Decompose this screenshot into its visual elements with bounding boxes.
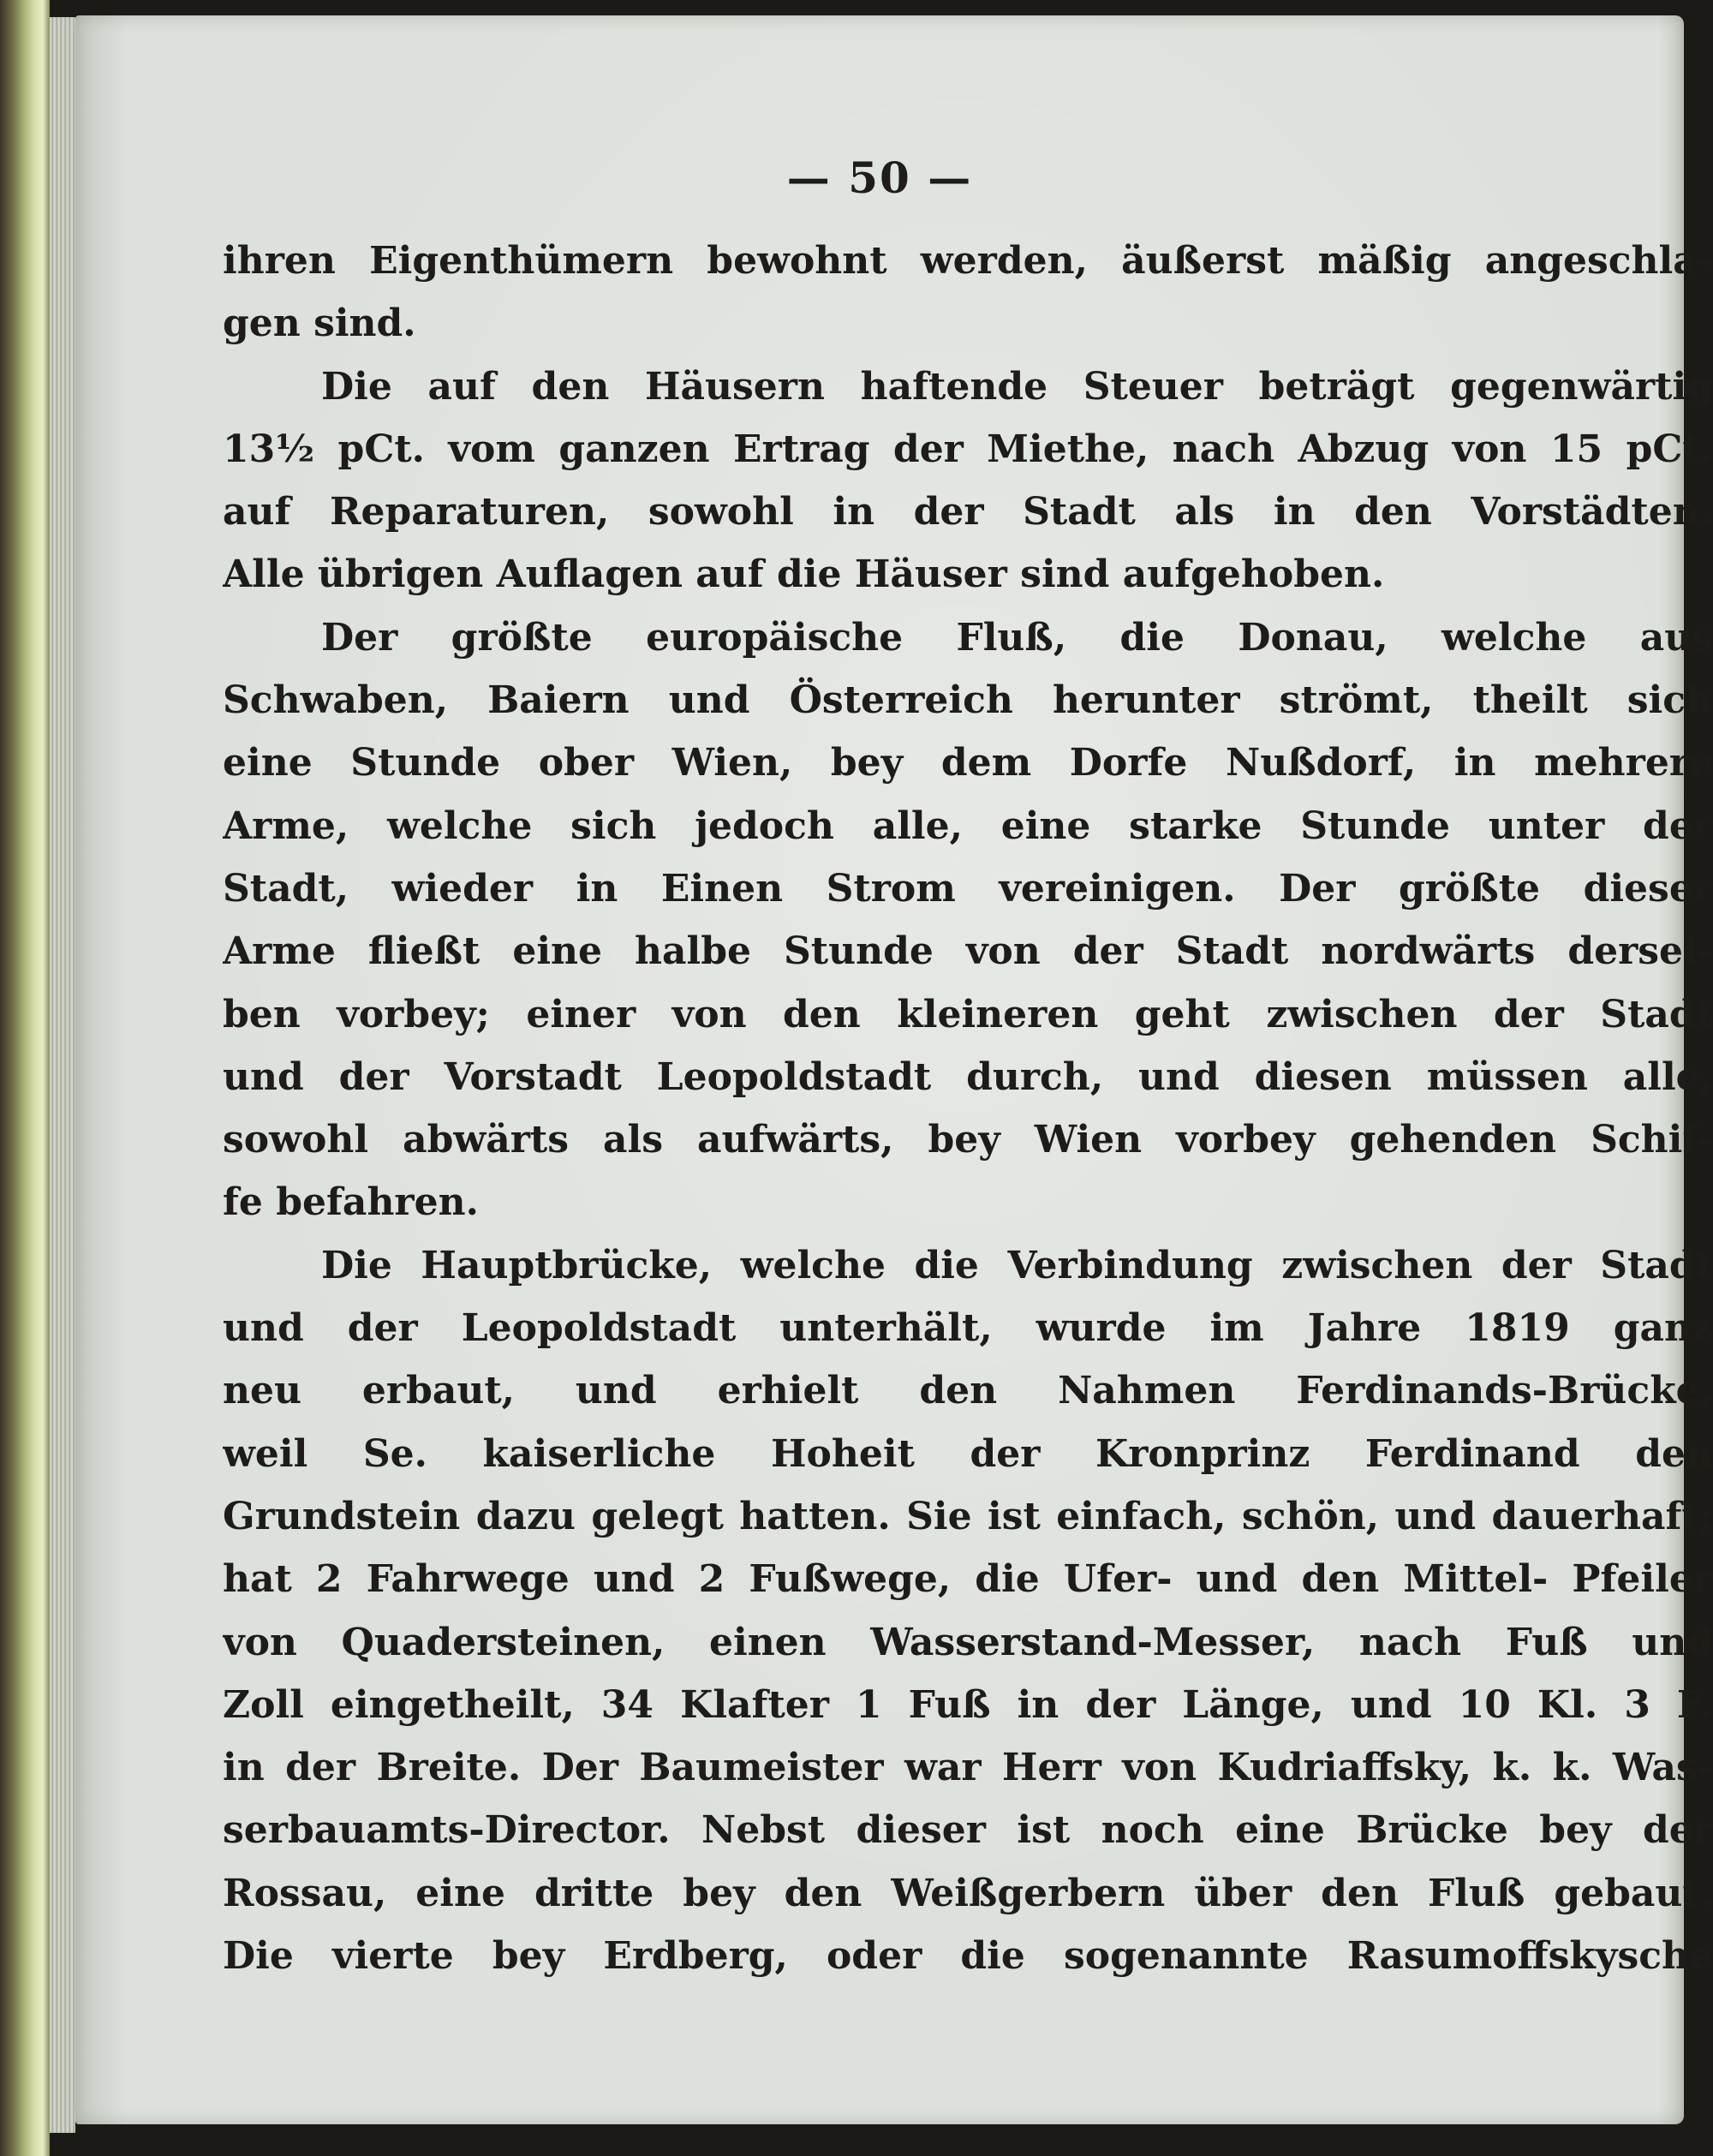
book-page [75,15,1713,2124]
text-line: Grundstein dazu gelegt hatten. Sie ist einfach, schön, und dauerhaft; [223,1494,1713,1538]
text-line: und der Leopoldstadt unterhält, wurde im Jahre 1819 ganz [223,1306,1713,1351]
text-line: neu erbaut, und erhielt den Nahmen Ferdinands-Brücke, [223,1369,1713,1413]
text-line: ben vorbey; einer von den kleineren geht zwischen der Stadt [223,992,1713,1036]
text-line: fe befahren. [223,1180,479,1225]
text-line: von Quadersteinen, einen Wasserstand-Messer, nach Fuß und [223,1620,1713,1664]
text-line: in der Breite. Der Baumeister war Herr von Kudriaffsky, k. k. Was- [223,1746,1713,1790]
page-number: — 50 — [786,152,973,203]
text-line: Schwaben, Baiern und Österreich herunter strömt, theilt sich [223,678,1713,723]
text-line: Der größte europäische Fluß, die Donau, welche aus [321,615,1713,660]
text-line: und der Vorstadt Leopoldstadt durch, und diesen müssen alle, [223,1054,1713,1099]
body-text [223,230,1713,1987]
text-line: Arme, welche sich jedoch alle, eine starke Stunde unter der [223,803,1713,848]
text-line: hat 2 Fahrwege und 2 Fußwege, die Ufer- und den Mittel- Pfeiler [223,1557,1713,1602]
text-line: gen sind. [223,302,416,346]
text-line: serbauamts-Director. Nebst dieser ist noch eine Brücke bey der [223,1808,1713,1853]
text-line: Rossau, eine dritte bey den Weißgerbern über den Fluß gebaut. [223,1871,1713,1915]
text-line: eine Stunde ober Wien, bey dem Dorfe Nußdorf, in mehrere [223,741,1713,785]
text-line: Stadt, wieder in Einen Strom vereinigen. Der größte dieser [223,866,1713,911]
book-binding [0,0,50,2156]
text-line: ihren Eigenthümern bewohnt werden, äußerst mäßig angeschla- [223,239,1713,283]
text-line: 13½ pCt. vom ganzen Ertrag der Miethe, nach Abzug von 15 pCt. [223,427,1713,471]
text-line: Die auf den Häusern haftende Steuer beträgt gegenwärtig [321,364,1713,409]
text-line: Arme fließt eine halbe Stunde von der Stadt nordwärts dersel- [223,929,1713,974]
text-line: auf Reparaturen, sowohl in der Stadt als in den Vorstädten. [223,490,1713,535]
text-line: sowohl abwärts als aufwärts, bey Wien vorbey gehenden Schif- [223,1118,1713,1162]
text-line: Die Hauptbrücke, welche die Verbindung zwischen der Stadt [321,1243,1713,1287]
text-line: weil Se. kaiserliche Hoheit der Kronprinz Ferdinand den [223,1431,1713,1476]
text-line: Die vierte bey Erdberg, oder die sogenannte Rasumoffskysche [223,1934,1713,1979]
page-edges [50,17,75,2133]
text-line: Zoll eingetheilt, 34 Klafter 1 Fuß in der Länge, und 10 Kl. 3 F. [223,1682,1713,1727]
text-line: Alle übrigen Auflagen auf die Häuser sind aufgehoben. [223,552,1385,597]
